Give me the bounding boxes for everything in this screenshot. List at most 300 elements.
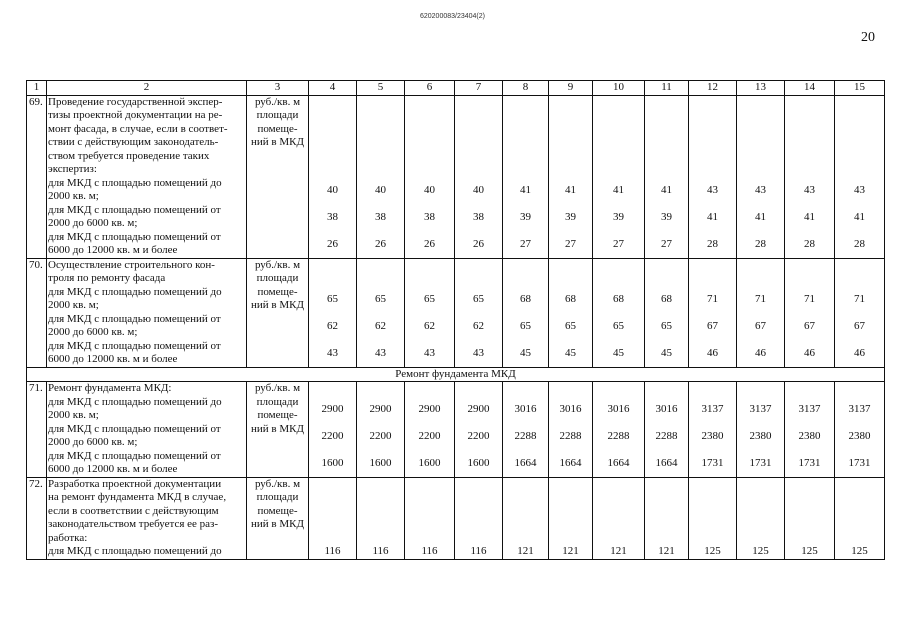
description-line: для МКД с площадью помещений до <box>48 545 222 557</box>
spacer <box>645 259 688 286</box>
value: 38 <box>375 210 386 223</box>
spacer <box>737 96 784 177</box>
value-cell <box>593 382 645 478</box>
value: 62 <box>473 319 484 332</box>
spacer <box>645 478 688 546</box>
value: 39 <box>613 210 624 223</box>
spacer <box>503 382 548 396</box>
value: 38 <box>473 210 484 223</box>
document-number: 620200083/23404(2) <box>419 13 485 20</box>
description-line: для МКД с площадью помещений до <box>48 176 222 189</box>
value: 41 <box>520 183 531 196</box>
value-cell <box>455 382 503 478</box>
spacer <box>689 478 736 546</box>
description-line: ством требуется проведение таких <box>48 149 210 162</box>
unit-cell <box>247 477 309 559</box>
description-line: экспертиз: <box>48 163 97 175</box>
spacer <box>737 259 784 286</box>
value-cell <box>835 258 885 367</box>
value: 62 <box>327 319 338 332</box>
value: 2288 <box>607 429 630 442</box>
value: 3016 <box>514 402 537 415</box>
page-number: 20 <box>861 30 875 45</box>
value: 67 <box>854 319 865 332</box>
value: 1600 <box>467 456 490 469</box>
spacer <box>549 478 592 546</box>
value-cell <box>785 258 835 367</box>
description-line: Осуществление строительного кон- <box>48 258 215 271</box>
value: 1731 <box>701 456 724 469</box>
description-line: 2000 кв. м; <box>48 190 99 202</box>
value: 41 <box>755 210 766 223</box>
value: 1600 <box>321 456 344 469</box>
table-row <box>27 258 885 367</box>
column-header: 1 <box>27 81 47 96</box>
spacer <box>455 382 502 396</box>
column-header: 2 <box>47 81 247 96</box>
value: 2200 <box>369 429 392 442</box>
value-cell <box>549 258 593 367</box>
column-header: 14 <box>785 81 835 96</box>
table-row <box>27 95 885 258</box>
value: 46 <box>804 346 815 359</box>
unit-line: ний в МКД <box>251 136 304 148</box>
value: 2200 <box>418 429 441 442</box>
spacer <box>309 382 356 396</box>
value-cell <box>309 477 357 559</box>
column-header: 4 <box>309 81 357 96</box>
value: 41 <box>661 183 672 196</box>
value: 116 <box>372 545 389 557</box>
value: 71 <box>854 292 865 305</box>
value: 45 <box>661 346 672 359</box>
value-cell <box>549 382 593 478</box>
value: 125 <box>801 545 818 557</box>
value: 41 <box>854 210 865 223</box>
spacer <box>455 259 502 286</box>
value: 116 <box>421 545 438 557</box>
value: 3137 <box>848 402 871 415</box>
value-cell <box>645 95 689 258</box>
section-title: Ремонт фундамента МКД <box>27 367 885 382</box>
spacer <box>503 478 548 546</box>
unit-cell <box>247 382 309 478</box>
value: 46 <box>854 346 865 359</box>
description-line: ствии с действующим законодатель- <box>48 136 219 148</box>
value: 43 <box>755 183 766 196</box>
description-line: троля по ремонту фасада <box>48 272 166 284</box>
value: 65 <box>424 292 435 305</box>
value-cell <box>785 95 835 258</box>
description-line: для МКД с площадью помещений от <box>48 312 221 325</box>
description-line: работка: <box>48 531 88 544</box>
description-line: законодательством требуется ее раз- <box>48 518 219 530</box>
description-line: 2000 до 6000 кв. м; <box>48 436 138 448</box>
value: 27 <box>661 237 672 250</box>
value: 28 <box>804 237 815 250</box>
value-cell <box>835 382 885 478</box>
spacer <box>549 96 592 177</box>
value: 41 <box>707 210 718 223</box>
value: 39 <box>520 210 531 223</box>
description-line: на ремонт фундамента МКД в случае, <box>48 491 227 503</box>
value-cell <box>785 477 835 559</box>
column-header: 8 <box>503 81 549 96</box>
value: 1664 <box>655 456 678 469</box>
value: 1664 <box>559 456 582 469</box>
spacer <box>835 96 884 177</box>
row-description <box>47 95 247 258</box>
value-cell <box>737 95 785 258</box>
value: 2900 <box>467 402 490 415</box>
description-line: 6000 до 12000 кв. м и более <box>48 244 178 256</box>
value: 41 <box>613 183 624 196</box>
section-row <box>27 367 885 382</box>
value-cell <box>689 95 737 258</box>
spacer <box>593 96 644 177</box>
spacer <box>835 382 884 396</box>
value: 39 <box>565 210 576 223</box>
value: 2380 <box>848 429 871 442</box>
spacer <box>737 478 784 546</box>
value: 121 <box>658 545 675 557</box>
description-line: для МКД с площадью помещений от <box>48 203 221 216</box>
spacer <box>549 382 592 396</box>
value: 67 <box>804 319 815 332</box>
spacer <box>455 478 502 546</box>
unit-line: руб./кв. м <box>254 477 301 490</box>
column-header: 15 <box>835 81 885 96</box>
value-cell <box>593 95 645 258</box>
description-line: для МКД с площадью помещений от <box>48 230 221 243</box>
value-cell <box>549 477 593 559</box>
column-header: 13 <box>737 81 785 96</box>
value-cell <box>835 95 885 258</box>
value: 41 <box>565 183 576 196</box>
value: 2380 <box>701 429 724 442</box>
spacer <box>689 259 736 286</box>
row-number: 69. <box>27 95 47 258</box>
column-header: 7 <box>455 81 503 96</box>
value: 2900 <box>321 402 344 415</box>
value: 1731 <box>798 456 821 469</box>
value: 43 <box>707 183 718 196</box>
value: 116 <box>324 545 341 557</box>
value: 3016 <box>559 402 582 415</box>
description-line: для МКД с площадью помещений от <box>48 422 221 435</box>
unit-line: помеще- <box>257 409 298 421</box>
value: 1600 <box>418 456 441 469</box>
value: 43 <box>473 346 484 359</box>
unit-cell <box>247 258 309 367</box>
value-cell <box>593 477 645 559</box>
value: 3137 <box>749 402 772 415</box>
description-line: Разработка проектной документации <box>48 477 222 490</box>
spacer <box>593 259 644 286</box>
description-line: 2000 кв. м; <box>48 299 99 311</box>
row-number: 71. <box>27 382 47 478</box>
value: 65 <box>473 292 484 305</box>
unit-line: помеще- <box>257 285 298 298</box>
unit-line: помеще- <box>257 504 298 517</box>
description-line: 6000 до 12000 кв. м и более <box>48 463 178 475</box>
value: 2380 <box>749 429 772 442</box>
spacer <box>645 96 688 177</box>
value-cell <box>503 477 549 559</box>
description-line: Проведение государственной экспер- <box>48 95 223 108</box>
unit-line: площади <box>256 491 299 503</box>
value: 3137 <box>798 402 821 415</box>
value: 2288 <box>514 429 537 442</box>
value: 28 <box>755 237 766 250</box>
value-cell <box>455 477 503 559</box>
value: 65 <box>565 319 576 332</box>
unit-line: руб./кв. м <box>254 258 301 271</box>
value-cell <box>645 258 689 367</box>
value-cell <box>455 95 503 258</box>
value-cell <box>785 382 835 478</box>
value: 68 <box>613 292 624 305</box>
value: 67 <box>707 319 718 332</box>
spacer <box>405 96 454 177</box>
row-description <box>47 477 247 559</box>
value-cell <box>645 382 689 478</box>
value: 121 <box>562 545 579 557</box>
value: 40 <box>424 183 435 196</box>
value-cell <box>405 477 455 559</box>
value: 121 <box>610 545 627 557</box>
value-cell <box>689 477 737 559</box>
value: 45 <box>613 346 624 359</box>
value-cell <box>309 258 357 367</box>
value: 2380 <box>798 429 821 442</box>
spacer <box>785 259 834 286</box>
description-line: монт фасада, в случае, если в соответ- <box>48 122 228 135</box>
value: 43 <box>327 346 338 359</box>
value: 40 <box>375 183 386 196</box>
spacer <box>835 259 884 286</box>
unit-line: площади <box>256 395 299 408</box>
value-cell <box>503 258 549 367</box>
value: 1731 <box>749 456 772 469</box>
spacer <box>405 259 454 286</box>
value: 62 <box>424 319 435 332</box>
unit-line: ний в МКД <box>251 299 304 311</box>
unit-line: ний в МКД <box>251 422 304 435</box>
value-cell <box>309 382 357 478</box>
spacer <box>503 259 548 286</box>
value: 71 <box>755 292 766 305</box>
unit-line: руб./кв. м <box>254 95 301 108</box>
value: 2900 <box>418 402 441 415</box>
column-header: 12 <box>689 81 737 96</box>
value: 65 <box>375 292 386 305</box>
value: 65 <box>613 319 624 332</box>
spacer <box>357 478 404 546</box>
row-description <box>47 258 247 367</box>
value: 40 <box>473 183 484 196</box>
value: 38 <box>424 210 435 223</box>
description-line: для МКД с площадью помещений до <box>48 395 222 408</box>
spacer <box>309 259 356 286</box>
column-header: 6 <box>405 81 455 96</box>
spacer <box>357 259 404 286</box>
spacer <box>405 382 454 396</box>
value: 46 <box>755 346 766 359</box>
spacer <box>503 96 548 177</box>
value: 65 <box>661 319 672 332</box>
description-line: если в соответствии с действующим <box>48 504 219 517</box>
value: 40 <box>327 183 338 196</box>
unit-line: помеще- <box>257 122 298 135</box>
value: 38 <box>327 210 338 223</box>
value-cell <box>737 258 785 367</box>
value: 45 <box>520 346 531 359</box>
value: 28 <box>707 237 718 250</box>
spacer <box>785 96 834 177</box>
spacer <box>309 478 356 546</box>
value: 65 <box>327 292 338 305</box>
unit-line: руб./кв. м <box>254 382 301 394</box>
unit-line: площади <box>256 272 299 284</box>
value: 43 <box>804 183 815 196</box>
value: 26 <box>327 237 338 250</box>
spacer <box>455 96 502 177</box>
value-cell <box>689 382 737 478</box>
value: 68 <box>520 292 531 305</box>
header-row <box>27 81 885 96</box>
value-cell <box>737 477 785 559</box>
spacer <box>835 478 884 546</box>
spacer <box>689 96 736 177</box>
value-cell <box>455 258 503 367</box>
value-cell <box>405 258 455 367</box>
spacer <box>593 478 644 546</box>
value-cell <box>357 258 405 367</box>
value-cell <box>357 382 405 478</box>
spacer <box>785 478 834 546</box>
value: 41 <box>804 210 815 223</box>
value-cell <box>405 95 455 258</box>
value: 43 <box>375 346 386 359</box>
value-cell <box>503 95 549 258</box>
spacer <box>689 382 736 396</box>
description-line: 2000 до 6000 кв. м; <box>48 326 138 338</box>
description-line: 2000 кв. м; <box>48 409 99 421</box>
description-line: для МКД с площадью помещений до <box>48 285 222 298</box>
spacer <box>737 382 784 396</box>
value: 43 <box>854 183 865 196</box>
description-line: Ремонт фундамента МКД: <box>48 382 172 394</box>
spacer <box>645 382 688 396</box>
spacer <box>357 382 404 396</box>
value: 1664 <box>514 456 537 469</box>
value: 46 <box>707 346 718 359</box>
spacer <box>593 382 644 396</box>
spacer <box>309 96 356 177</box>
value: 65 <box>520 319 531 332</box>
value-cell <box>357 95 405 258</box>
column-header: 11 <box>645 81 689 96</box>
value: 3016 <box>655 402 678 415</box>
value: 67 <box>755 319 766 332</box>
unit-line: площади <box>256 109 299 121</box>
description-line: для МКД с площадью помещений от <box>48 339 221 352</box>
value: 2288 <box>655 429 678 442</box>
description-line: тизы проектной документации на ре- <box>48 109 223 121</box>
value: 3016 <box>607 402 630 415</box>
value: 121 <box>517 545 534 557</box>
tariff-table <box>26 80 885 560</box>
table-row <box>27 382 885 478</box>
value-cell <box>549 95 593 258</box>
spacer <box>549 259 592 286</box>
value: 28 <box>854 237 865 250</box>
value-cell <box>405 382 455 478</box>
value-cell <box>357 477 405 559</box>
value: 2288 <box>559 429 582 442</box>
value-cell <box>309 95 357 258</box>
description-line: 2000 до 6000 кв. м; <box>48 217 138 229</box>
value: 68 <box>661 292 672 305</box>
value: 26 <box>424 237 435 250</box>
value-cell <box>645 477 689 559</box>
spacer <box>357 96 404 177</box>
value: 2200 <box>321 429 344 442</box>
value: 125 <box>851 545 868 557</box>
unit-cell <box>247 95 309 258</box>
value-cell <box>503 382 549 478</box>
column-header: 5 <box>357 81 405 96</box>
value: 3137 <box>701 402 724 415</box>
value: 26 <box>473 237 484 250</box>
value: 71 <box>804 292 815 305</box>
value: 2900 <box>369 402 392 415</box>
value: 116 <box>470 545 487 557</box>
row-description <box>47 382 247 478</box>
value: 43 <box>424 346 435 359</box>
value: 1600 <box>369 456 392 469</box>
value-cell <box>835 477 885 559</box>
column-header: 10 <box>593 81 645 96</box>
row-number: 70. <box>27 258 47 367</box>
spacer <box>405 478 454 546</box>
value: 27 <box>520 237 531 250</box>
value: 27 <box>565 237 576 250</box>
description-line: 6000 до 12000 кв. м и более <box>48 353 178 365</box>
spacer <box>785 382 834 396</box>
value: 62 <box>375 319 386 332</box>
value-cell <box>737 382 785 478</box>
value: 26 <box>375 237 386 250</box>
value: 125 <box>752 545 769 557</box>
value: 68 <box>565 292 576 305</box>
value: 2200 <box>467 429 490 442</box>
table-row <box>27 477 885 559</box>
value: 45 <box>565 346 576 359</box>
value: 27 <box>613 237 624 250</box>
column-header: 3 <box>247 81 309 96</box>
value: 39 <box>661 210 672 223</box>
value-cell <box>593 258 645 367</box>
value: 1731 <box>848 456 871 469</box>
row-number: 72. <box>27 477 47 559</box>
value: 71 <box>707 292 718 305</box>
value: 125 <box>704 545 721 557</box>
value-cell <box>689 258 737 367</box>
value: 1664 <box>607 456 630 469</box>
column-header: 9 <box>549 81 593 96</box>
